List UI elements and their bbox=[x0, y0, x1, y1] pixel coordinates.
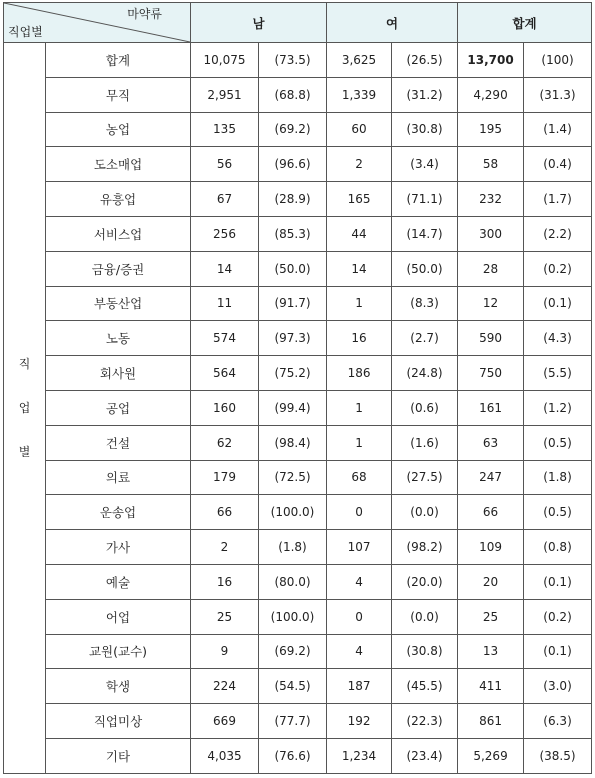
female-count-cell: 60 bbox=[327, 112, 392, 147]
total-percent-cell: (1.7) bbox=[524, 182, 592, 217]
male-count-cell: 66 bbox=[191, 495, 259, 530]
male-percent-cell: (75.2) bbox=[259, 356, 327, 391]
female-percent-cell: (22.3) bbox=[392, 704, 458, 739]
total-count-cell: 5,269 bbox=[458, 738, 524, 773]
total-count-cell: 58 bbox=[458, 147, 524, 182]
male-count-cell: 669 bbox=[191, 704, 259, 739]
occupation-cell: 도소매업 bbox=[46, 147, 191, 182]
female-percent-cell: (30.8) bbox=[392, 634, 458, 669]
female-count-cell: 107 bbox=[327, 530, 392, 565]
male-percent-cell: (100.0) bbox=[259, 599, 327, 634]
table-row bbox=[4, 182, 592, 217]
female-percent-cell: (24.8) bbox=[392, 356, 458, 391]
female-count-cell: 16 bbox=[327, 321, 392, 356]
occupation-cell: 회사원 bbox=[46, 356, 191, 391]
female-count-cell: 1 bbox=[327, 425, 392, 460]
female-percent-cell: (26.5) bbox=[392, 43, 458, 78]
male-percent-cell: (50.0) bbox=[259, 251, 327, 286]
table-row bbox=[4, 669, 592, 704]
occupation-cell: 합계 bbox=[46, 43, 191, 78]
occupation-cell: 의료 bbox=[46, 460, 191, 495]
occupation-cell: 서비스업 bbox=[46, 216, 191, 251]
male-count-cell: 256 bbox=[191, 216, 259, 251]
female-count-cell: 0 bbox=[327, 495, 392, 530]
male-count-cell: 574 bbox=[191, 321, 259, 356]
table-row bbox=[4, 286, 592, 321]
male-percent-cell: (69.2) bbox=[259, 112, 327, 147]
male-count-cell: 4,035 bbox=[191, 738, 259, 773]
female-percent-cell: (23.4) bbox=[392, 738, 458, 773]
male-percent-cell: (69.2) bbox=[259, 634, 327, 669]
table-row bbox=[4, 634, 592, 669]
male-count-cell: 179 bbox=[191, 460, 259, 495]
total-count-cell: 861 bbox=[458, 704, 524, 739]
male-percent-cell: (99.4) bbox=[259, 390, 327, 425]
total-count-cell: 232 bbox=[458, 182, 524, 217]
female-percent-cell: (98.2) bbox=[392, 530, 458, 565]
table-row bbox=[4, 425, 592, 460]
total-count-cell: 13,700 bbox=[458, 43, 524, 78]
male-count-cell: 62 bbox=[191, 425, 259, 460]
occupation-cell: 공업 bbox=[46, 390, 191, 425]
table-row bbox=[4, 460, 592, 495]
corner-bottom-label: 직업별 bbox=[8, 25, 43, 39]
male-count-cell: 16 bbox=[191, 564, 259, 599]
female-count-cell: 192 bbox=[327, 704, 392, 739]
table-row bbox=[4, 495, 592, 530]
male-percent-cell: (54.5) bbox=[259, 669, 327, 704]
table-row bbox=[4, 251, 592, 286]
female-count-cell: 1 bbox=[327, 390, 392, 425]
table-row bbox=[4, 216, 592, 251]
male-percent-cell: (100.0) bbox=[259, 495, 327, 530]
male-count-cell: 135 bbox=[191, 112, 259, 147]
table-row bbox=[4, 390, 592, 425]
table-row bbox=[4, 599, 592, 634]
female-count-cell: 1 bbox=[327, 286, 392, 321]
occupation-cell: 교원(교수) bbox=[46, 634, 191, 669]
corner-top-label: 마약류 bbox=[127, 7, 162, 21]
female-percent-cell: (50.0) bbox=[392, 251, 458, 286]
female-percent-cell: (14.7) bbox=[392, 216, 458, 251]
total-percent-cell: (3.0) bbox=[524, 669, 592, 704]
male-count-cell: 160 bbox=[191, 390, 259, 425]
total-percent-cell: (6.3) bbox=[524, 704, 592, 739]
total-count-cell: 161 bbox=[458, 390, 524, 425]
male-count-cell: 2 bbox=[191, 530, 259, 565]
male-percent-cell: (97.3) bbox=[259, 321, 327, 356]
total-percent-cell: (0.1) bbox=[524, 634, 592, 669]
total-count-cell: 750 bbox=[458, 356, 524, 391]
side-label bbox=[4, 43, 46, 774]
drug-occupation-table bbox=[3, 2, 592, 774]
male-count-cell: 564 bbox=[191, 356, 259, 391]
total-count-cell: 28 bbox=[458, 251, 524, 286]
female-count-cell: 4 bbox=[327, 634, 392, 669]
total-percent-cell: (4.3) bbox=[524, 321, 592, 356]
table-row bbox=[4, 43, 592, 78]
male-count-cell: 11 bbox=[191, 286, 259, 321]
male-percent-cell: (73.5) bbox=[259, 43, 327, 78]
female-count-cell: 14 bbox=[327, 251, 392, 286]
occupation-cell: 학생 bbox=[46, 669, 191, 704]
total-percent-cell: (38.5) bbox=[524, 738, 592, 773]
total-percent-cell: (100) bbox=[524, 43, 592, 78]
occupation-cell: 농업 bbox=[46, 112, 191, 147]
total-percent-cell: (0.1) bbox=[524, 286, 592, 321]
header-row bbox=[4, 3, 592, 43]
table-row bbox=[4, 112, 592, 147]
total-count-cell: 590 bbox=[458, 321, 524, 356]
occupation-cell: 기타 bbox=[46, 738, 191, 773]
total-percent-cell: (0.4) bbox=[524, 147, 592, 182]
female-count-cell: 186 bbox=[327, 356, 392, 391]
total-count-cell: 4,290 bbox=[458, 77, 524, 112]
male-percent-cell: (76.6) bbox=[259, 738, 327, 773]
total-count-cell: 25 bbox=[458, 599, 524, 634]
female-count-cell: 0 bbox=[327, 599, 392, 634]
occupation-cell: 유흥업 bbox=[46, 182, 191, 217]
occupation-cell: 가사 bbox=[46, 530, 191, 565]
occupation-cell: 무직 bbox=[46, 77, 191, 112]
female-count-cell: 4 bbox=[327, 564, 392, 599]
total-percent-cell: (31.3) bbox=[524, 77, 592, 112]
female-count-cell: 165 bbox=[327, 182, 392, 217]
occupation-cell: 운송업 bbox=[46, 495, 191, 530]
table-row bbox=[4, 564, 592, 599]
male-header: 남 bbox=[191, 3, 327, 43]
occupation-cell: 노동 bbox=[46, 321, 191, 356]
total-percent-cell: (1.4) bbox=[524, 112, 592, 147]
female-percent-cell: (31.2) bbox=[392, 77, 458, 112]
male-percent-cell: (98.4) bbox=[259, 425, 327, 460]
table-row bbox=[4, 321, 592, 356]
table-row bbox=[4, 530, 592, 565]
total-count-cell: 247 bbox=[458, 460, 524, 495]
female-percent-cell: (0.0) bbox=[392, 599, 458, 634]
occupation-cell: 금융/증권 bbox=[46, 251, 191, 286]
total-percent-cell: (5.5) bbox=[524, 356, 592, 391]
table-row bbox=[4, 704, 592, 739]
female-percent-cell: (45.5) bbox=[392, 669, 458, 704]
male-percent-cell: (96.6) bbox=[259, 147, 327, 182]
male-count-cell: 25 bbox=[191, 599, 259, 634]
female-percent-cell: (71.1) bbox=[392, 182, 458, 217]
total-percent-cell: (0.5) bbox=[524, 495, 592, 530]
occupation-cell: 건설 bbox=[46, 425, 191, 460]
male-percent-cell: (85.3) bbox=[259, 216, 327, 251]
corner-header bbox=[4, 3, 191, 43]
female-count-cell: 187 bbox=[327, 669, 392, 704]
male-percent-cell: (72.5) bbox=[259, 460, 327, 495]
female-count-cell: 2 bbox=[327, 147, 392, 182]
side-label-char: 업 bbox=[18, 400, 31, 415]
total-count-cell: 109 bbox=[458, 530, 524, 565]
total-count-cell: 12 bbox=[458, 286, 524, 321]
male-percent-cell: (80.0) bbox=[259, 564, 327, 599]
female-percent-cell: (0.6) bbox=[392, 390, 458, 425]
male-count-cell: 9 bbox=[191, 634, 259, 669]
total-count-cell: 411 bbox=[458, 669, 524, 704]
side-label-char: 별 bbox=[18, 444, 31, 459]
total-count-cell: 20 bbox=[458, 564, 524, 599]
male-percent-cell: (28.9) bbox=[259, 182, 327, 217]
female-header: 여 bbox=[327, 3, 458, 43]
total-header: 합계 bbox=[458, 3, 592, 43]
female-count-cell: 1,234 bbox=[327, 738, 392, 773]
side-label-char: 직 bbox=[18, 356, 31, 371]
total-percent-cell: (0.5) bbox=[524, 425, 592, 460]
total-count-cell: 63 bbox=[458, 425, 524, 460]
occupation-cell: 부동산업 bbox=[46, 286, 191, 321]
male-percent-cell: (68.8) bbox=[259, 77, 327, 112]
total-count-cell: 66 bbox=[458, 495, 524, 530]
total-percent-cell: (1.8) bbox=[524, 460, 592, 495]
male-count-cell: 224 bbox=[191, 669, 259, 704]
female-count-cell: 3,625 bbox=[327, 43, 392, 78]
male-percent-cell: (77.7) bbox=[259, 704, 327, 739]
total-percent-cell: (0.2) bbox=[524, 251, 592, 286]
total-count-cell: 13 bbox=[458, 634, 524, 669]
table-row bbox=[4, 738, 592, 773]
total-count-cell: 300 bbox=[458, 216, 524, 251]
male-percent-cell: (1.8) bbox=[259, 530, 327, 565]
total-percent-cell: (2.2) bbox=[524, 216, 592, 251]
male-count-cell: 56 bbox=[191, 147, 259, 182]
female-percent-cell: (2.7) bbox=[392, 321, 458, 356]
total-percent-cell: (0.2) bbox=[524, 599, 592, 634]
male-count-cell: 10,075 bbox=[191, 43, 259, 78]
occupation-cell: 예술 bbox=[46, 564, 191, 599]
table-body bbox=[4, 43, 592, 774]
table-row bbox=[4, 77, 592, 112]
female-percent-cell: (0.0) bbox=[392, 495, 458, 530]
total-percent-cell: (1.2) bbox=[524, 390, 592, 425]
occupation-cell: 어업 bbox=[46, 599, 191, 634]
male-count-cell: 2,951 bbox=[191, 77, 259, 112]
female-percent-cell: (3.4) bbox=[392, 147, 458, 182]
table-row bbox=[4, 147, 592, 182]
female-percent-cell: (1.6) bbox=[392, 425, 458, 460]
male-percent-cell: (91.7) bbox=[259, 286, 327, 321]
female-percent-cell: (27.5) bbox=[392, 460, 458, 495]
total-percent-cell: (0.1) bbox=[524, 564, 592, 599]
total-percent-cell: (0.8) bbox=[524, 530, 592, 565]
female-count-cell: 1,339 bbox=[327, 77, 392, 112]
occupation-cell: 직업미상 bbox=[46, 704, 191, 739]
male-count-cell: 67 bbox=[191, 182, 259, 217]
female-count-cell: 44 bbox=[327, 216, 392, 251]
table-row bbox=[4, 356, 592, 391]
female-percent-cell: (20.0) bbox=[392, 564, 458, 599]
male-count-cell: 14 bbox=[191, 251, 259, 286]
total-count-cell: 195 bbox=[458, 112, 524, 147]
female-count-cell: 68 bbox=[327, 460, 392, 495]
female-percent-cell: (8.3) bbox=[392, 286, 458, 321]
female-percent-cell: (30.8) bbox=[392, 112, 458, 147]
